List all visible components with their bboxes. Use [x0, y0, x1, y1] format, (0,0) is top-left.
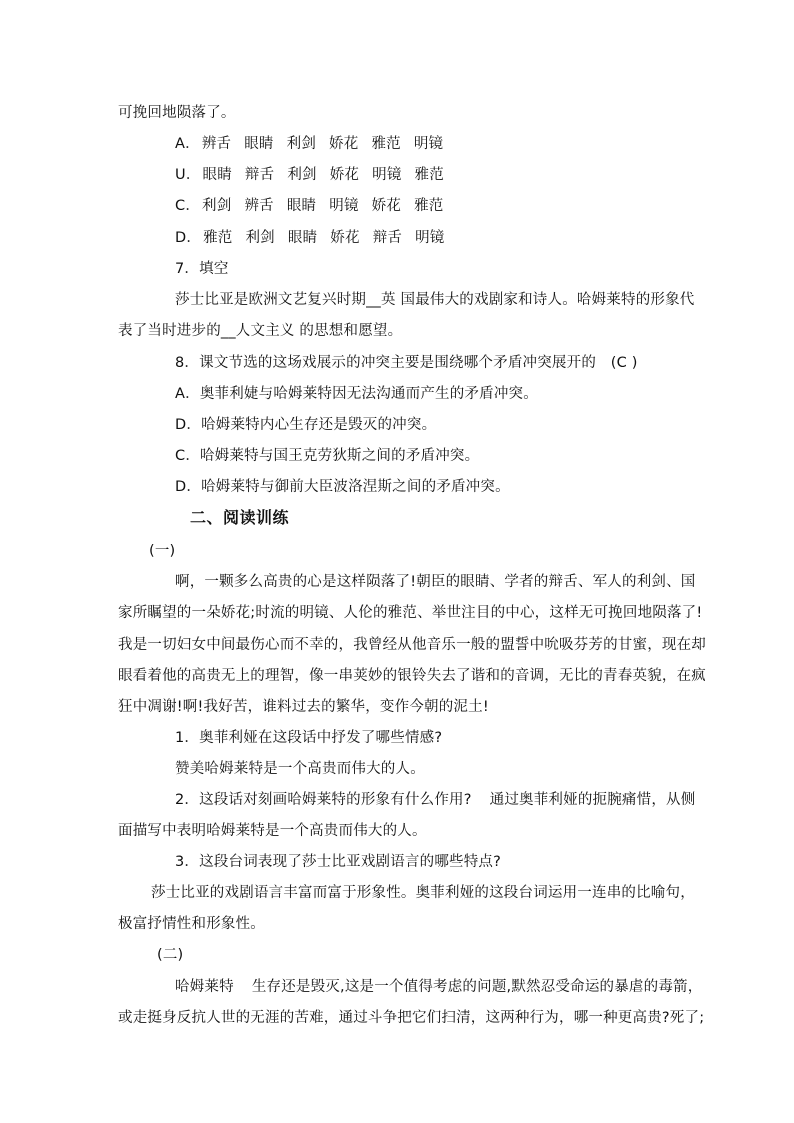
reading-question: 3．这段台词表现了莎士比亚戏剧语言的哪些特点?	[175, 854, 502, 870]
option-word: 明镜	[329, 198, 359, 214]
q8-option: D．哈姆莱特与御前大臣波洛涅斯之间的矛盾冲突。	[175, 479, 510, 495]
q6-option-d	[175, 228, 458, 248]
option-word: 眼睛	[244, 136, 274, 152]
option-word: 雅范	[203, 230, 233, 246]
speaker-name: 哈姆莱特	[175, 979, 234, 995]
q7-line: 莎士比亚是欧洲文艺复兴时期__英 国最伟大的戏剧家和诗人。哈姆莱特的形象代	[175, 292, 695, 308]
option-letter: D．	[175, 230, 202, 246]
q8-option: A．奥菲利婕与哈姆莱特因无法沟通而产生的矛盾冲突。	[175, 386, 538, 402]
option-word: 利剑	[202, 198, 232, 214]
q8-question: 8．课文节选的这场戏展示的冲突主要是围绕哪个矛盾冲突展开的 (C )	[175, 355, 638, 371]
part-label: (二)	[157, 947, 184, 963]
q6-option-c	[175, 196, 456, 216]
passage-line	[175, 977, 702, 997]
reading-question: 2．这段话对刻画哈姆莱特的形象有什么作用?	[175, 792, 472, 808]
option-word: 娇花	[330, 230, 360, 246]
passage-line: 我是一切妇女中间最伤心而不幸的，我曾经从他音乐一般的盟誓中吮吸芬芳的甘蜜，现在却	[118, 637, 706, 653]
reading-answer: 通过奥菲利娅的扼腕痛惜，从侧	[489, 792, 696, 808]
option-word: 雅范	[371, 136, 401, 152]
option-word: 利剑	[245, 230, 275, 246]
q6-option-b	[175, 165, 457, 185]
option-word: 辩舌	[244, 167, 275, 183]
option-word: 明镜	[415, 230, 445, 246]
passage-line: 或走挺身反抗人世的无涯的苦难，通过斗争把它们扫清，这两种行为，哪一种更高贵?死了;	[118, 1010, 705, 1026]
option-word: 利剑	[287, 167, 317, 183]
q7-title: 7．填空	[175, 261, 229, 277]
option-letter: C．	[175, 198, 201, 214]
q7-line: 表了当时进步的__人文主义 的思想和愿望。	[118, 323, 403, 339]
reading-question: 1．奥菲利娅在这段话中抒发了哪些情感?	[175, 730, 443, 746]
option-word: 雅范	[414, 198, 444, 214]
passage-line: 啊，一颗多么高贵的心是这样陨落了!朝臣的眼睛、学者的辩舌、军人的利剑、国	[175, 574, 696, 590]
option-letter: A．	[175, 136, 200, 152]
option-word: 明镜	[413, 136, 444, 152]
option-word: 眼睛	[286, 198, 317, 214]
reading-answer: 莎士比亚的戏剧语言丰富而富于形象性。奥菲利娅的这段台词运用一连串的比喻句，	[151, 885, 695, 901]
option-word: 辨舌	[244, 198, 274, 214]
option-letter: U．	[175, 167, 201, 183]
option-word: 明镜	[372, 167, 402, 183]
passage-line: 狂中凋谢!啊!我好苦，谁料过去的繁华，变作今朝的泥土!	[118, 699, 489, 715]
reading-question-line	[175, 790, 695, 810]
q8-option: D．哈姆莱特内心生存还是毁灭的冲突。	[175, 417, 437, 433]
reading-answer: 极富抒情性和形象性。	[118, 916, 265, 932]
passage-text: 生存还是毁灭,这是一个值得考虑的问题,默然忍受命运的暴虐的毒箭，	[251, 979, 703, 995]
q6-option-a	[175, 134, 456, 154]
reading-answer: 面描写中表明哈姆莱特是一个高贵而伟大的人。	[118, 823, 427, 839]
reading-answer: 赞美哈姆莱特是一个高贵而伟大的人。	[175, 761, 425, 777]
section-title: 二、阅读训练	[190, 508, 290, 527]
option-word: 辩舌	[372, 230, 403, 246]
q8-option: C．哈姆莱特与国王克劳狄斯之间的矛盾冲突。	[175, 448, 480, 464]
option-word: 眼睛	[287, 230, 318, 246]
option-word: 娇花	[329, 136, 359, 152]
option-word: 娇花	[371, 198, 402, 214]
part-label: (一)	[149, 543, 176, 559]
passage-line: 家所瞩望的一朵娇花;时流的明镜、人伦的雅范、举世注目的中心，这样无可挽回地陨落了!	[118, 605, 703, 621]
option-word: 娇花	[329, 167, 360, 183]
option-word: 利剑	[286, 136, 317, 152]
option-word: 眼睛	[202, 167, 232, 183]
option-word: 雅范	[414, 167, 444, 183]
option-word: 辨舌	[201, 136, 232, 152]
text-line: 可挽回地陨落了。	[118, 105, 236, 121]
passage-line: 眼看着他的高贵无上的理智，像一串荚妙的银铃失去了谐和的音调，无比的青春英貌，在疯	[118, 668, 706, 684]
